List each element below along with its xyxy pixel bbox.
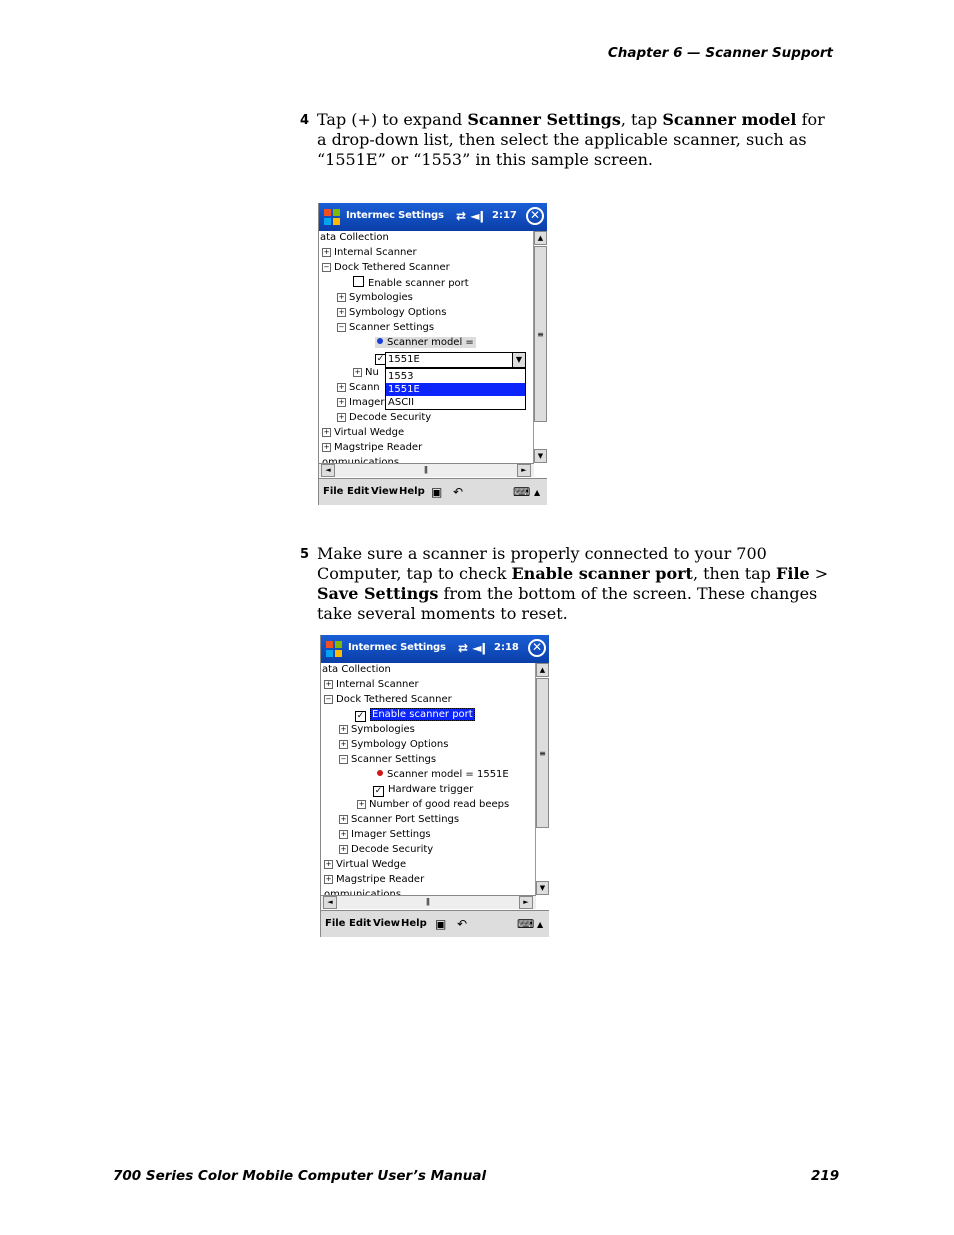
expand-icon: + — [323, 428, 330, 436]
screenshot-scanner-model-dropdown — [318, 203, 547, 505]
expand-icon: + — [338, 293, 345, 301]
title-bar — [321, 635, 549, 663]
tree-item[interactable]: + Decode Security — [338, 412, 432, 423]
tree-item[interactable]: + Symbology Options — [338, 307, 447, 318]
expand-icon: + — [338, 413, 345, 421]
chapter-header: Chapter 6 — Scanner Support — [607, 45, 833, 61]
connectivity-icon[interactable]: ⇄ ◄ǀ — [456, 209, 484, 223]
menu-view[interactable]: View — [373, 918, 401, 929]
tree-item[interactable]: + Virtual Wedge — [323, 427, 405, 438]
tree-item[interactable]: − Scanner Settings — [340, 754, 437, 765]
collapse-icon: − — [338, 323, 345, 331]
scroll-left-icon[interactable]: ◄ — [321, 464, 335, 477]
tree-item[interactable]: + Symbology Options — [340, 739, 449, 750]
step-number: 4 — [300, 113, 310, 128]
tree-item[interactable]: + Scanner Port Settings — [340, 814, 460, 825]
expand-icon: + — [340, 830, 347, 838]
tree-item[interactable]: + Virtual Wedge — [325, 859, 407, 870]
expand-icon: + — [354, 368, 361, 376]
scanner-model-options — [385, 368, 526, 410]
connectivity-icon[interactable]: ⇄ ◄ǀ — [458, 641, 486, 655]
tree-item[interactable]: + Number of good read beeps — [358, 799, 510, 810]
step-4 — [300, 110, 830, 170]
close-icon[interactable]: ✕ — [528, 639, 546, 657]
input-menu-icon[interactable]: ▲ — [537, 920, 544, 929]
option-selected[interactable]: 1551E — [386, 383, 525, 396]
keyboard-icon[interactable]: ⌨ — [517, 917, 535, 931]
scanner-model-select[interactable]: 1551E ▼ — [385, 352, 526, 368]
menu-edit[interactable]: Edit — [349, 918, 372, 929]
tree-item[interactable]: − Scanner Settings — [338, 322, 435, 333]
expand-icon: + — [340, 815, 347, 823]
save-icon[interactable]: ▣ — [431, 485, 443, 499]
collapse-icon: − — [325, 695, 332, 703]
expand-icon: + — [323, 248, 330, 256]
expand-icon: + — [325, 680, 332, 688]
tree-item[interactable]: ata Collection — [320, 232, 389, 243]
tree-item[interactable]: + Internal Scanner — [323, 247, 417, 258]
window-title: Intermec Settings — [348, 642, 446, 653]
tree-item[interactable]: + Scann — [338, 382, 380, 393]
tree-item[interactable]: ata Collection — [322, 664, 391, 675]
step-5 — [300, 544, 830, 624]
horizontal-scrollbar[interactable] — [319, 463, 534, 477]
property-icon — [377, 338, 383, 344]
scroll-thumb[interactable]: ≡ — [536, 678, 549, 828]
expand-icon: + — [325, 860, 332, 868]
expand-icon: + — [340, 725, 347, 733]
undo-icon[interactable]: ↶ — [453, 485, 464, 499]
menu-bar — [319, 478, 547, 505]
tree-item[interactable]: + Internal Scanner — [325, 679, 419, 690]
expand-icon: + — [340, 740, 347, 748]
tree-item[interactable]: Enable scanner port — [353, 276, 469, 290]
clock[interactable]: 2:17 — [492, 210, 517, 221]
settings-tree — [321, 663, 533, 895]
tree-item[interactable]: Scanner model = 1551E — [377, 768, 509, 782]
clock[interactable]: 2:18 — [494, 642, 519, 653]
settings-tree — [319, 231, 531, 463]
scroll-left-icon[interactable]: ◄ — [323, 896, 337, 909]
screenshot-enable-scanner-port — [320, 635, 549, 937]
tree-item[interactable]: + Imager Settings — [340, 829, 431, 840]
menu-view[interactable]: View — [371, 486, 399, 497]
tree-item[interactable]: + Imager — [338, 397, 385, 408]
tree-item[interactable]: + Symbologies — [340, 724, 415, 735]
tree-item[interactable]: − Dock Tethered Scanner — [323, 262, 450, 273]
vertical-scrollbar[interactable] — [533, 231, 547, 463]
tree-item-scanner-model[interactable]: Scanner model = — [375, 336, 476, 350]
checkbox-checked-icon: ✓ — [374, 786, 383, 796]
save-icon[interactable]: ▣ — [435, 917, 447, 931]
keyboard-icon[interactable]: ⌨ — [513, 485, 531, 499]
tree-item[interactable]: + Magstripe Reader — [323, 442, 423, 453]
collapse-icon: − — [323, 263, 330, 271]
windows-start-icon[interactable] — [321, 206, 343, 228]
scroll-right-icon[interactable]: ► — [519, 896, 533, 909]
title-bar — [319, 203, 547, 231]
step-text: Tap (+) to expand Scanner Settings, tap Scanner model for a drop-down list, then select the applicable scanner, such as “1551E” or “1553” in this sample screen. — [317, 110, 825, 169]
scroll-up-icon[interactable]: ▲ — [534, 231, 547, 245]
tree-item[interactable]: + Symbologies — [338, 292, 413, 303]
checkbox-checked-icon: ✓ — [356, 711, 365, 721]
expand-icon: + — [325, 875, 332, 883]
tree-item[interactable]: + Magstripe Reader — [325, 874, 425, 885]
expand-icon: + — [338, 308, 345, 316]
close-icon[interactable]: ✕ — [526, 207, 544, 225]
page-number: 219 — [811, 1168, 840, 1184]
menu-file[interactable]: File — [323, 486, 344, 497]
expand-icon: + — [323, 443, 330, 451]
menu-edit[interactable]: Edit — [347, 486, 370, 497]
input-menu-icon[interactable]: ▲ — [534, 488, 541, 497]
collapse-icon: − — [340, 755, 347, 763]
expand-icon: + — [338, 383, 345, 391]
windows-start-icon[interactable] — [323, 638, 345, 660]
expand-icon: + — [340, 845, 347, 853]
menu-file[interactable]: File — [325, 918, 346, 929]
expand-icon: + — [338, 398, 345, 406]
menu-bar — [321, 910, 549, 937]
menu-help[interactable]: Help — [401, 918, 427, 929]
scroll-up-icon[interactable]: ▲ — [536, 663, 549, 677]
footer-manual-title: 700 Series Color Mobile Computer User’s Manual — [113, 1168, 487, 1184]
scroll-thumb[interactable]: ≡ — [534, 246, 547, 422]
scroll-right-icon[interactable]: ► — [517, 464, 531, 477]
menu-help[interactable]: Help — [399, 486, 425, 497]
dropdown-arrow-icon[interactable]: ▼ — [512, 353, 525, 367]
scroll-down-icon[interactable]: ▼ — [536, 881, 549, 895]
scroll-thumb[interactable]: ǁ — [338, 896, 518, 909]
horizontal-scrollbar[interactable] — [321, 895, 536, 909]
checkbox-icon — [353, 276, 364, 287]
step-text: Make sure a scanner is properly connected to your 700 Computer, tap to check Enable scanner port, then tap File > Save Settings from the bottom of the screen. These changes take several moments to reset. — [317, 544, 829, 623]
expand-icon: + — [358, 800, 365, 808]
scroll-thumb[interactable]: ǁ — [336, 464, 516, 477]
property-icon — [377, 770, 383, 776]
tree-item[interactable]: + Decode Security — [340, 844, 434, 855]
tree-item-enable-scanner-port[interactable]: ✓ Enable scanner port — [356, 709, 473, 721]
window-title: Intermec Settings — [346, 210, 444, 221]
vertical-scrollbar[interactable] — [535, 663, 549, 895]
step-number: 5 — [300, 547, 310, 562]
tree-item[interactable]: ✓ Hardware trigger — [374, 784, 474, 796]
undo-icon[interactable]: ↶ — [457, 917, 468, 931]
checkbox-icon: ✓ — [376, 354, 385, 364]
tree-item[interactable]: + Nu — [354, 367, 379, 378]
scroll-down-icon[interactable]: ▼ — [534, 449, 547, 463]
option[interactable]: 1553 — [388, 371, 414, 382]
option[interactable]: ASCII — [388, 397, 415, 408]
tree-item[interactable]: − Dock Tethered Scanner — [325, 694, 452, 705]
